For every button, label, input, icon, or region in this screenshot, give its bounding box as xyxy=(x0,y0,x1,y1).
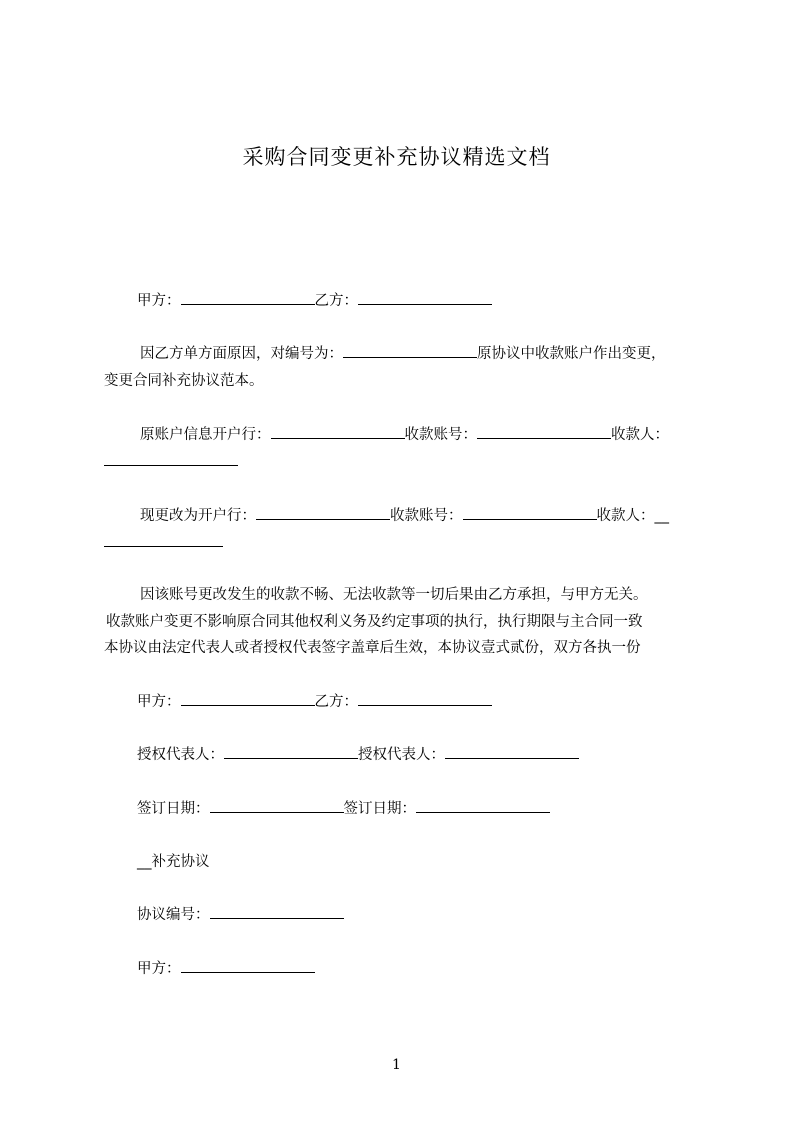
sign-date-a-blank[interactable] xyxy=(210,799,344,813)
original-payee-line xyxy=(104,452,238,472)
agreement-number-blank[interactable] xyxy=(210,905,344,919)
party-a-blank[interactable] xyxy=(181,291,315,305)
original-account-line xyxy=(140,425,669,445)
original-account-label: 收款账号： xyxy=(404,427,477,443)
original-bank-label: 原账户信息开户行： xyxy=(140,427,271,443)
new-account-label: 收款账号： xyxy=(390,508,463,524)
new-payee-line xyxy=(104,533,223,553)
party-b-signature-label: 乙方： xyxy=(314,694,358,710)
supplement-label: 补充协议 xyxy=(151,854,210,870)
party-a-bottom-blank[interactable] xyxy=(181,959,315,973)
new-account-blank[interactable] xyxy=(463,506,597,520)
new-payee-blank[interactable] xyxy=(104,533,223,547)
new-bank-blank[interactable] xyxy=(256,506,390,520)
document-title: 采购合同变更补充协议精选文档 xyxy=(242,145,551,169)
original-account-blank[interactable] xyxy=(477,425,611,439)
party-a-bottom-label: 甲方： xyxy=(137,961,181,977)
party-line-signature xyxy=(137,692,492,712)
auth-rep-a-label: 授权代表人： xyxy=(137,747,224,763)
supplement-heading xyxy=(137,852,210,872)
contract-number-blank[interactable] xyxy=(343,344,477,358)
sign-date-a-label: 签订日期： xyxy=(137,801,210,817)
reason-text-3: 变更合同补充协议范本。 xyxy=(104,373,264,389)
new-account-line xyxy=(140,506,669,526)
sign-date-b-blank[interactable] xyxy=(416,799,550,813)
agreement-number-line xyxy=(137,905,344,925)
reason-text-1: 因乙方单方面原因，对编号为： xyxy=(140,346,343,362)
sign-date-line xyxy=(137,799,550,819)
original-bank-blank[interactable] xyxy=(271,425,405,439)
reason-text-2: 原协议中收款账户作出变更， xyxy=(477,346,666,362)
auth-rep-b-blank[interactable] xyxy=(445,745,579,759)
clause-1: 因该账号更改发生的收款不畅、无法收款等一切后果由乙方承担，与甲方无关。 xyxy=(140,587,648,603)
authorized-rep-line xyxy=(137,745,579,765)
new-bank-label: 现更改为开户行： xyxy=(140,508,256,524)
party-a-signature-label: 甲方： xyxy=(137,694,181,710)
party-b-blank[interactable] xyxy=(358,291,492,305)
page-number: 1 xyxy=(392,1057,401,1073)
auth-rep-a-blank[interactable] xyxy=(224,745,358,759)
party-b-signature-blank[interactable] xyxy=(358,692,492,706)
reason-line-1 xyxy=(140,344,666,364)
supplement-prefix: __ xyxy=(137,854,152,870)
clause-3: 本协议由法定代表人或者授权代表签字盖章后生效，本协议壹式贰份，双方各执一份 xyxy=(104,640,641,656)
new-payee-label: 收款人：__ xyxy=(596,508,669,524)
original-payee-blank[interactable] xyxy=(104,452,238,466)
party-b-label: 乙方： xyxy=(314,293,358,309)
auth-rep-b-label: 授权代表人： xyxy=(358,747,445,763)
party-a-bottom-line xyxy=(137,959,315,979)
party-a-label: 甲方： xyxy=(137,293,181,309)
clause-2: 收款账户变更不影响原合同其他权利义务及约定事项的执行，执行期限与主合同一致 xyxy=(106,614,643,630)
party-line-top xyxy=(137,291,492,311)
sign-date-b-label: 签订日期： xyxy=(343,801,416,817)
original-payee-label: 收款人： xyxy=(611,427,669,443)
party-a-signature-blank[interactable] xyxy=(181,692,315,706)
reason-line-2 xyxy=(104,371,264,391)
agreement-number-label: 协议编号： xyxy=(137,907,210,923)
